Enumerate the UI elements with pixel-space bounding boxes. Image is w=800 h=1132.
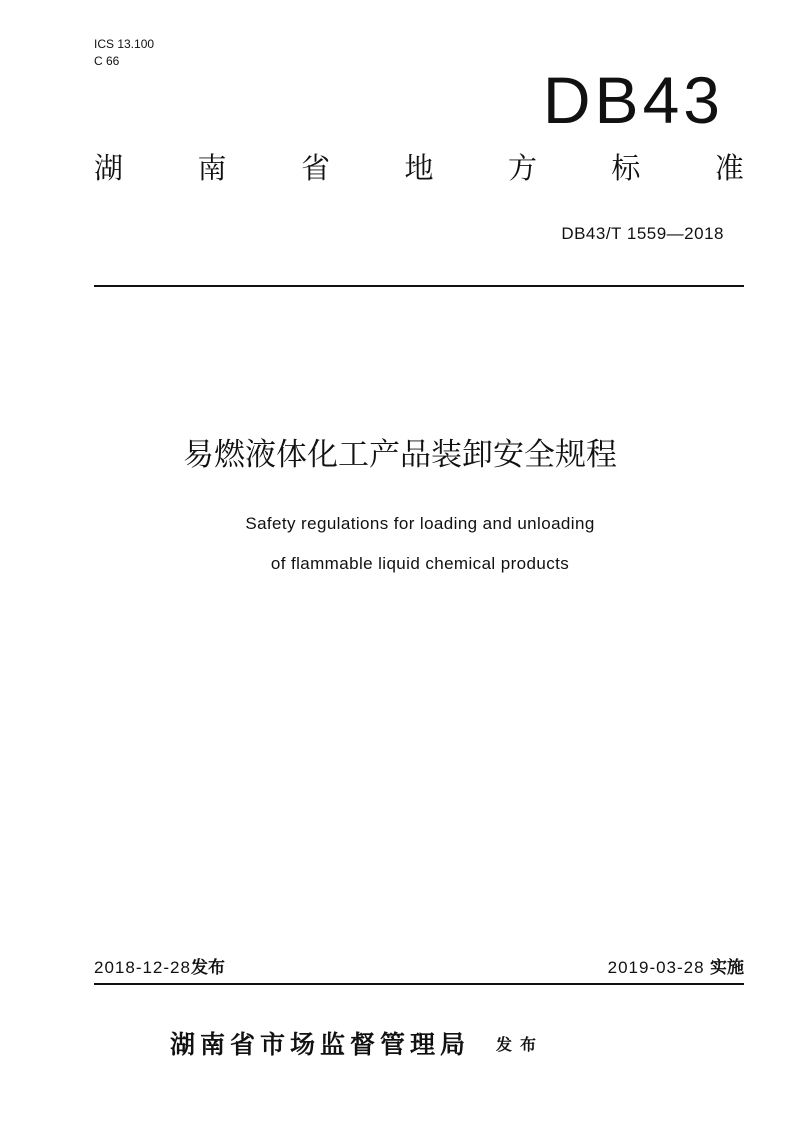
issuer-suffix: 发布 bbox=[496, 1035, 545, 1054]
classification-codes bbox=[94, 36, 154, 70]
standard-type-char: 湖 bbox=[94, 151, 124, 185]
standard-type-char: 方 bbox=[507, 151, 537, 185]
standard-type-char: 地 bbox=[404, 151, 434, 185]
issuing-authority bbox=[170, 1028, 544, 1062]
standard-type-char: 省 bbox=[300, 151, 330, 185]
ccs-code: C 66 bbox=[94, 54, 120, 68]
standard-type-char: 准 bbox=[714, 151, 744, 185]
issue-date-label: 发布 bbox=[190, 958, 225, 978]
implementation-date bbox=[608, 956, 744, 980]
issuer-name: 湖南省市场监督管理局 bbox=[170, 1030, 471, 1059]
title-chinese: 易燃液体化工产品装卸安全规程 bbox=[183, 437, 617, 473]
db-logo: DB43 bbox=[542, 63, 724, 137]
top-divider bbox=[94, 285, 744, 287]
issue-date-value: 2018-12-28 bbox=[94, 958, 191, 977]
bottom-divider bbox=[94, 983, 744, 985]
title-english-line-2: of flammable liquid chemical products bbox=[270, 554, 570, 573]
implementation-date-value: 2019-03-28 bbox=[607, 958, 705, 977]
title-english-line-1: Safety regulations for loading and unloading bbox=[245, 514, 595, 533]
standard-type-char: 南 bbox=[197, 151, 227, 185]
standard-number: DB43/T 1559—2018 bbox=[561, 224, 724, 243]
ics-code: ICS 13.100 bbox=[94, 37, 155, 51]
standard-type-char: 标 bbox=[611, 151, 641, 185]
title-english bbox=[0, 504, 800, 584]
implementation-date-label: 实施 bbox=[710, 958, 744, 978]
standard-type-heading bbox=[94, 148, 744, 188]
issue-date bbox=[94, 956, 225, 980]
